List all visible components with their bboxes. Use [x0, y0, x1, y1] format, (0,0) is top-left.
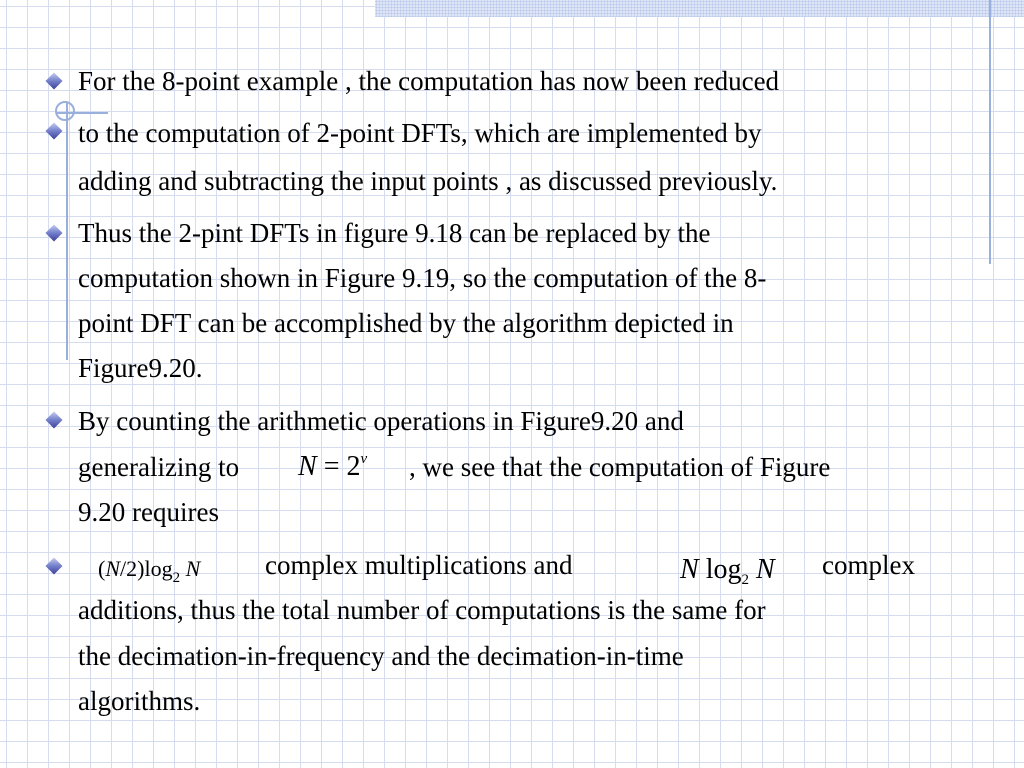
bullet-1-line-1: For the 8-point example , the computation has now been reduced — [78, 66, 780, 96]
bullet-diamond-icon — [46, 558, 63, 575]
bullet-2-line-2: adding and subtracting the input points , as discussed previously. — [78, 166, 778, 196]
bullet-3-line-2: computation shown in Figure 9.19, so the computation of the 8- — [78, 263, 767, 293]
bullet-5-line-3: the decimation-in-frequency and the decimation-in-time — [78, 641, 684, 671]
bullet-5-line-1a: complex multiplications and — [265, 550, 573, 580]
bullet-diamond-icon — [46, 412, 63, 429]
bullet-4-line-1: By counting the arithmetic operations in Figure9.20 and — [78, 406, 684, 436]
bullet-5-line-1b: complex — [822, 550, 915, 580]
bullet-diamond-icon — [46, 73, 63, 90]
formula-n-log2-n: N $\log_2 N$ — [680, 554, 775, 588]
bullet-diamond-icon — [46, 225, 63, 242]
bullet-4-line-3: 9.20 requires — [78, 497, 219, 527]
bullet-4-line-2a: generalizing to — [78, 452, 240, 482]
bullet-3-line-1: Thus the 2-pint DFTs in figure 9.18 can be replaced by the — [78, 218, 711, 248]
bullet-4-line-2b: , we see that the computation of Figure — [409, 452, 831, 482]
formula-n-equals-2-to-v: N = 2$^v$ — [298, 451, 368, 482]
bullet-5-line-4: algorithms. — [78, 686, 201, 716]
bullet-5-line-2: additions, thus the total number of computations is the same for — [78, 595, 766, 625]
bullet-3-line-3: point DFT can be accomplished by the algorithm depicted in — [78, 308, 734, 338]
bullet-diamond-icon — [46, 123, 63, 140]
bullet-3-line-4: Figure9.20. — [78, 353, 203, 383]
formula-n-over-2-log2-n: $(N/2)\log_2$ N — [98, 556, 201, 586]
bullet-2-line-1: to the computation of 2-point DFTs, which are implemented by — [78, 118, 762, 148]
